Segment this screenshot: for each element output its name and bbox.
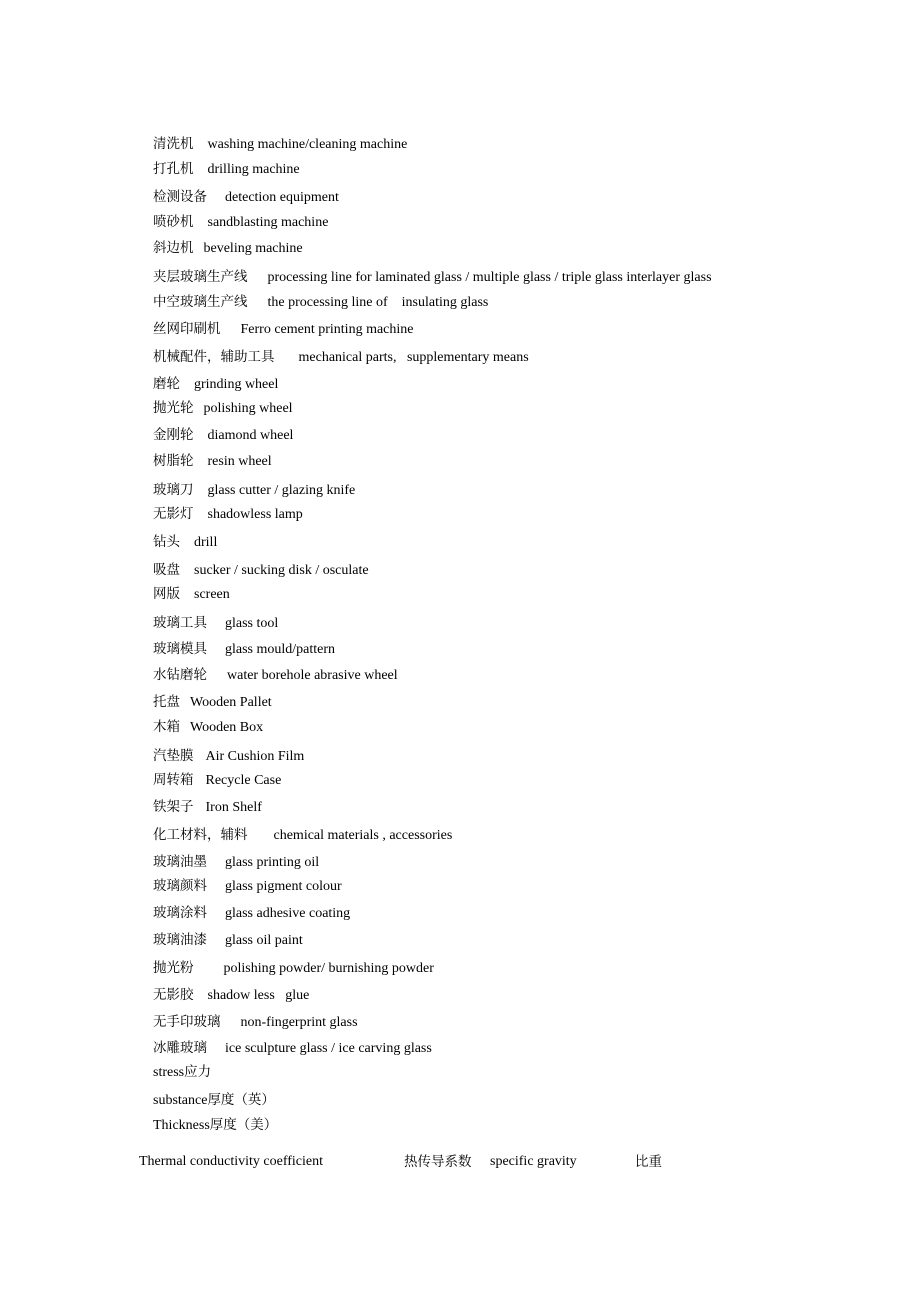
term-en: Thickness: [153, 1118, 210, 1133]
term-en: washing machine/cleaning machine: [207, 137, 408, 152]
glossary-entry: [139, 302, 414, 337]
term-zh: 机械配件，辅助工具: [153, 349, 275, 365]
glossary-entry: [139, 941, 434, 976]
glossary-entry: [139, 648, 398, 683]
glossary-entry: [139, 195, 329, 230]
term-zh: 树脂轮: [153, 453, 194, 469]
specific-gravity-zh: 比重: [635, 1154, 662, 1170]
term-zh: 化工材料，辅料: [153, 827, 248, 843]
term-en: ice sculpture glass / ice carving glass: [225, 1041, 432, 1056]
term-zh: 金刚轮: [153, 427, 194, 443]
thermal-conductivity-en: Thermal conductivity coefficient: [139, 1154, 324, 1169]
term-en: glass printing oil: [225, 855, 320, 870]
term-zh: 玻璃刀: [153, 482, 194, 498]
term-zh: 钻头: [153, 534, 180, 550]
glossary-entry: [139, 408, 294, 443]
term-en: Recycle Case: [205, 773, 282, 788]
glossary-entry: [139, 913, 303, 948]
term-zh: 应力: [184, 1064, 212, 1080]
glossary-entry: [139, 275, 489, 310]
glossary-entry: [139, 567, 230, 602]
term-zh: 无影胶: [153, 987, 194, 1003]
term-zh: 玻璃颜料: [153, 878, 207, 894]
term-en: glass tool: [225, 616, 279, 631]
glossary-entry: [139, 330, 529, 365]
glossary-entry: [139, 729, 305, 764]
glossary-entry-reverse: [139, 1073, 275, 1108]
glossary-entry: [139, 142, 300, 177]
term-zh: 无手印玻璃: [153, 1014, 221, 1030]
term-en: resin wheel: [207, 454, 272, 469]
term-zh: 夹层玻璃生产线: [153, 269, 248, 285]
term-en: shadowless lamp: [207, 507, 303, 522]
term-zh: 无影灯: [153, 506, 194, 522]
glossary-entry: [139, 968, 310, 1003]
term-zh: 玻璃涂料: [153, 905, 207, 921]
term-en: substance: [153, 1093, 208, 1108]
glossary-entry: [139, 463, 356, 498]
term-en: glass pigment colour: [225, 879, 342, 894]
term-en: polishing powder/ burnishing powder: [223, 961, 434, 976]
term-zh: 水钻磨轮: [153, 667, 207, 683]
specific-gravity-en: specific gravity: [490, 1154, 577, 1169]
glossary-entry: [139, 357, 279, 392]
glossary-entry: [139, 596, 279, 631]
term-zh: 清洗机: [153, 136, 194, 152]
term-en: sandblasting machine: [207, 215, 329, 230]
term-zh: 丝网印刷机: [153, 321, 221, 337]
term-en: processing line for laminated glass / multiple glass / triple glass interlayer glass: [267, 270, 712, 285]
term-zh: 检测设备: [153, 189, 207, 205]
glossary-entry: [139, 1021, 432, 1056]
term-zh: 抛光粉: [153, 960, 194, 976]
glossary-entry: [139, 487, 303, 522]
glossary-entry: [139, 700, 264, 735]
glossary-entry: [139, 117, 408, 152]
glossary-entry-reverse: [139, 1098, 278, 1133]
term-en: beveling machine: [203, 241, 303, 256]
property-row: [139, 1153, 739, 1171]
term-en: drill: [194, 535, 218, 550]
term-en: mechanical parts, supplementary means: [298, 350, 529, 365]
term-zh: 抛光轮: [153, 400, 194, 416]
term-zh: 玻璃模具: [153, 641, 207, 657]
term-en: screen: [194, 587, 230, 602]
term-zh: 厚度（美）: [209, 1117, 278, 1133]
glossary-entry: [139, 780, 262, 815]
glossary-entry: [139, 221, 303, 256]
term-zh: 玻璃工具: [153, 615, 207, 631]
term-en: glass cutter / glazing knife: [207, 483, 356, 498]
term-zh: 喷砂机: [153, 214, 194, 230]
term-en: Wooden Box: [190, 720, 264, 735]
glossary-entry: [139, 886, 351, 921]
glossary-entry-reverse: [139, 1045, 212, 1080]
glossary-entry: [139, 995, 358, 1030]
glossary-entry: [139, 250, 712, 285]
glossary-entry: [139, 170, 339, 205]
glossary-entry: [139, 835, 320, 870]
term-zh: 厚度（英）: [207, 1092, 275, 1108]
term-en: polishing wheel: [203, 401, 293, 416]
glossary-entry: [139, 543, 369, 578]
term-zh: 汽垫膜: [153, 748, 194, 764]
glossary-entry: [139, 675, 272, 710]
term-zh: 玻璃油漆: [153, 932, 207, 948]
term-zh: 中空玻璃生产线: [153, 294, 248, 310]
term-zh: 吸盘: [153, 562, 180, 578]
term-zh: 斜边机: [153, 240, 194, 256]
term-zh: 铁架子: [153, 799, 194, 815]
thermal-conductivity-zh: 热传导系数: [404, 1154, 472, 1170]
term-en: drilling machine: [207, 162, 300, 177]
term-en: Ferro cement printing machine: [240, 322, 414, 337]
term-en: water borehole abrasive wheel: [227, 668, 398, 683]
term-en: sucker / sucking disk / osculate: [194, 563, 369, 578]
term-zh: 冰雕玻璃: [153, 1040, 207, 1056]
term-en: Wooden Pallet: [190, 695, 272, 710]
glossary-entry: [139, 753, 282, 788]
glossary-entry: [139, 859, 342, 894]
term-en: diamond wheel: [207, 428, 294, 443]
glossary-entry: [139, 622, 336, 657]
term-en: chemical materials , accessories: [273, 828, 453, 843]
term-zh: 打孔机: [153, 161, 194, 177]
term-en: glass oil paint: [225, 933, 303, 948]
term-zh: 玻璃油墨: [153, 854, 207, 870]
term-en: the processing line of insulating glass: [267, 295, 489, 310]
glossary-entry: [139, 381, 293, 416]
term-zh: 周转箱: [153, 772, 194, 788]
term-en: shadow less glue: [207, 988, 310, 1003]
term-zh: 网版: [153, 586, 180, 602]
term-en: detection equipment: [225, 190, 339, 205]
term-en: stress: [153, 1065, 185, 1080]
term-zh: 木箱: [153, 719, 180, 735]
term-en: Air Cushion Film: [205, 749, 305, 764]
term-en: non-fingerprint glass: [240, 1015, 358, 1030]
term-zh: 磨轮: [153, 376, 180, 392]
term-en: glass adhesive coating: [225, 906, 351, 921]
term-zh: 托盘: [153, 694, 180, 710]
term-en: glass mould/pattern: [225, 642, 336, 657]
term-en: grinding wheel: [194, 377, 279, 392]
glossary-entry: [139, 808, 453, 843]
glossary-entry: [139, 515, 218, 550]
glossary-entry: [139, 434, 272, 469]
term-en: Iron Shelf: [205, 800, 262, 815]
